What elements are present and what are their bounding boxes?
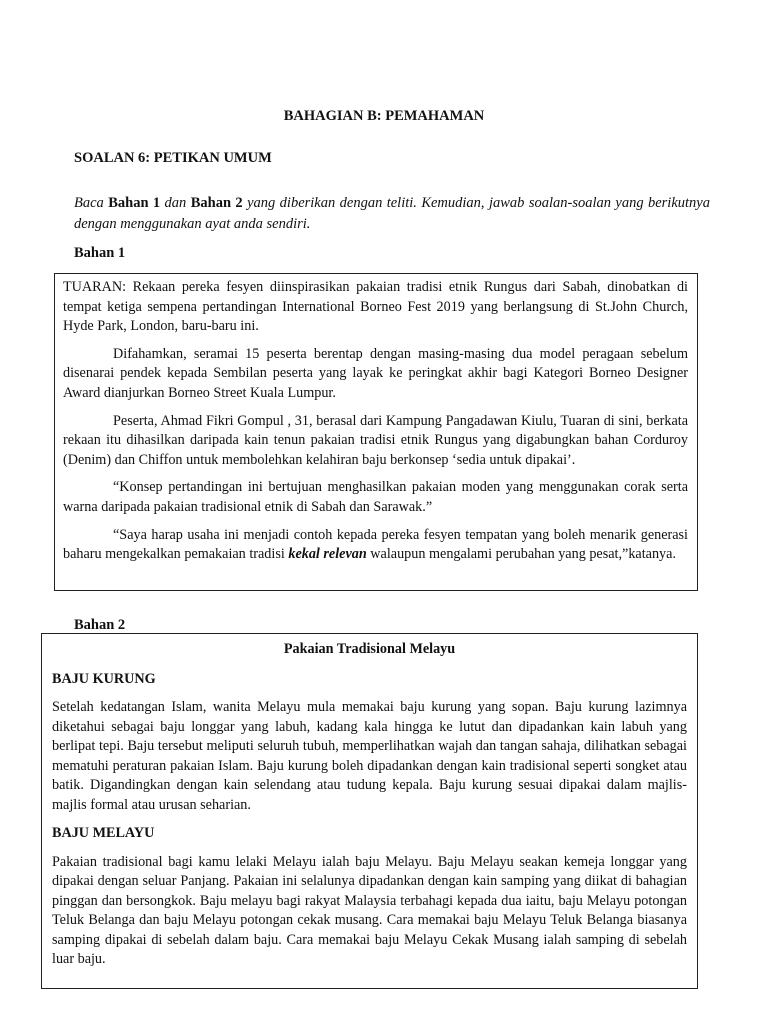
- bahan1-paragraph: Difahamkan, seramai 15 peserta berentap dengan masing-masing dua model peragaan sebelum disenarai pendek kepada Sembilan peserta yang layak ke peringkat akhir bagi Kategori Borneo Designer Award dianjurkan Borneo Street Kuala Lumpur.: [63, 345, 688, 401]
- bahan1-paragraph: Peserta, Ahmad Fikri Gompul , 31, berasal dari Kampung Pangadawan Kiulu, Tuaran di sini, berkata rekaan itu dihasilkan daripada kain tenun pakaian tradisi etnik Rungus yang digabungkan bahan Corduroy (Denim) dan Chiffon untuk membolehkan kelahiran baju berkonsep ‘sedia untuk dipakai’.: [63, 412, 688, 468]
- last-paragraph-pre: “Saya harap usaha ini menjadi contoh kepada pereka fesyen tempatan yang boleh menarik generasi baharu mengekalkan pemakaian tradisi: [63, 526, 688, 563]
- section-title: BAHAGIAN B: PEMAHAMAN: [283, 108, 485, 124]
- instruction-mid: dan: [160, 195, 191, 211]
- bahan1-paragraph: “Konsep pertandingan ini bertujuan menghasilkan pakaian moden yang menggunakan corak serta warna daripada pakaian tradisional etnik di Sabah dan Sarawak.”: [63, 479, 688, 515]
- section-heading-baju-kurung: BAJU KURUNG: [52, 670, 156, 687]
- emphasis-phrase: kekal relevan: [288, 546, 367, 563]
- section-text-baju-kurung: Setelah kedatangan Islam, wanita Melayu mula memakai baju kurung yang sopan. Baju kurung lazimnya diketahui sebagai baju longgar yang labuh, kadang kala hingga ke lutut dan dipadankan kain labuh yang berlipat tepi. Baju tersebut meliputi seluruh tubuh, memperlihatkan wajah dan tangan sahaja, dilihatkan sebagai mematuhi peraturan pakaian Islam. Baju kurung boleh dipadankan dengan kain tradisional seperti songket atau batik. Digandingkan dengan kain selendang atau tudung kepala. Baju kurung sesuai dipakai dalam majlis-majlis formal atau urusan seharian.: [52, 699, 687, 813]
- bahan1-paragraph: TUARAN: Rekaan pereka fesyen diinspirasikan pakaian tradisi etnik Rungus dari Sabah, dinobatkan di tempat ketiga sempena pertandingan International Borneo Fest 2019 yang berlangsung di St.John Church, Hyde Park, London, baru-baru ini.: [63, 279, 688, 335]
- instruction-post: yang diberikan dengan teliti. Kemudian, jawab soalan-soalan yang berikutnya dengan menggunakan ayat anda sendiri.: [74, 195, 710, 232]
- section-heading-baju-melayu: BAJU MELAYU: [52, 825, 155, 841]
- instruction-bahan2: Bahan 2: [190, 195, 243, 211]
- instruction-text: [74, 193, 710, 235]
- bahan1-box: [54, 273, 698, 591]
- last-paragraph-post: walaupun mengalami perubahan yang pesat,”katanya.: [366, 546, 676, 563]
- instruction-bahan1: Bahan 1: [108, 195, 161, 211]
- question-title: SOALAN 6: PETIKAN UMUM: [74, 150, 272, 166]
- instruction-pre: Baca: [74, 195, 109, 211]
- section-text-baju-melayu: Pakaian tradisional bagi kamu lelaki Melayu ialah baju Melayu. Baju Melayu seakan kemeja longgar yang dipakai dengan seluar Panjang. Pakaian ini selalunya dipadankan dengan kain samping yang diikat di bahagian pinggan dan bersongkok. Baju melayu bagi rakyat Malaysia terbahagi kepada dua iaitu, baju Melayu potongan Teluk Belanga dan baju Melayu potongan cekak musang. Cara memakai baju Melayu Teluk Belanga biasanya samping dipakai di sebelah dalam baju. Cara memakai baju Melayu Cekak Musang ialah samping di sebelah luar baju.: [52, 853, 687, 967]
- bahan1-paragraph-last: [63, 526, 688, 565]
- bahan2-label: Bahan 2: [74, 617, 126, 633]
- bahan2-box: [41, 633, 698, 989]
- bahan1-label: Bahan 1: [74, 245, 126, 261]
- bahan2-title: Pakaian Tradisional Melayu: [283, 641, 456, 657]
